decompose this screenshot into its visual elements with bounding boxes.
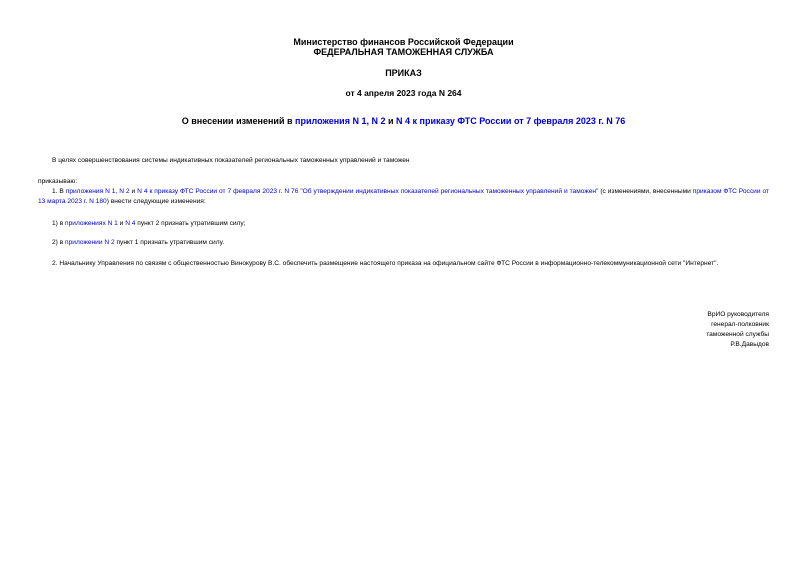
order-word: приказываю:: [38, 178, 78, 185]
title-link-apps[interactable]: приложения N 1, N 2: [295, 116, 386, 126]
signature-block: [706, 310, 769, 350]
item-1: [38, 187, 769, 207]
sub-1-and: и: [117, 220, 126, 227]
item-1-tail: ) внести следующие изменения:: [106, 198, 206, 205]
sub-1-prefix: 1) в: [52, 220, 66, 227]
item-1-link-n4[interactable]: N 4 к приказу ФТС России от 7 февраля 2023 г. N 76: [137, 188, 299, 195]
doc-type: ПРИКАЗ: [385, 68, 422, 78]
signature-line-4: Р.В.Давыдов: [730, 341, 769, 348]
sub-2-prefix: 2) в: [52, 239, 66, 246]
sub-item-1: [52, 219, 768, 229]
item-1-link-amend[interactable]: приказом ФТС России от 13 марта 2023 г. N 180: [38, 188, 769, 205]
sub-1-link-1[interactable]: приложениях N 1: [65, 220, 118, 227]
item-2: 2. Начальнику Управления по связям с общественностью Винокурову В.С. обеспечить размещение настоящего приказа на официальном сайте ФТС России в информационно-телекоммуникационной сети "Интернет".: [52, 260, 719, 267]
sub-1-link-2[interactable]: N 4: [125, 220, 136, 227]
sub-item-2: [52, 238, 768, 248]
sub-2-tail: пункт 1 признать утратившим силу.: [114, 239, 225, 246]
title-link-order[interactable]: N 4 к приказу ФТС России от 7 февраля 2023 г. N 76: [396, 116, 626, 126]
signature-line-1: ВрИО руководителя: [707, 311, 769, 318]
ministry-name: Министерство финансов Российской Федерации: [293, 37, 514, 47]
signature-line-3: таможенной службы: [706, 331, 769, 338]
sub-1-tail: пункт 2 признать утратившим силу;: [135, 220, 246, 227]
doc-title: [0, 115, 807, 127]
doc-date-number: от 4 апреля 2023 года N 264: [345, 88, 462, 98]
item-1-and: и: [129, 188, 138, 195]
title-prefix: О внесении изменений в: [181, 116, 296, 126]
item-1-link-apps[interactable]: приложения N 1, N 2: [65, 188, 130, 195]
title-middle: и: [385, 116, 397, 126]
item-1-num: 1. В: [52, 188, 66, 195]
item-1-link-title[interactable]: "Об утверждении индикативных показателей региональных таможенных управлений и таможен": [298, 188, 599, 195]
item-1-mid: (с изменениями, внесенными: [598, 188, 693, 195]
service-name: ФЕДЕРАЛЬНАЯ ТАМОЖЕННАЯ СЛУЖБА: [313, 47, 494, 57]
signature-line-2: генерал-полковник: [711, 321, 769, 328]
sub-2-link[interactable]: приложении N 2: [65, 239, 115, 246]
intro-paragraph: В целях совершенствования системы индикативных показателей региональных таможенных управлений и таможен: [52, 157, 410, 164]
